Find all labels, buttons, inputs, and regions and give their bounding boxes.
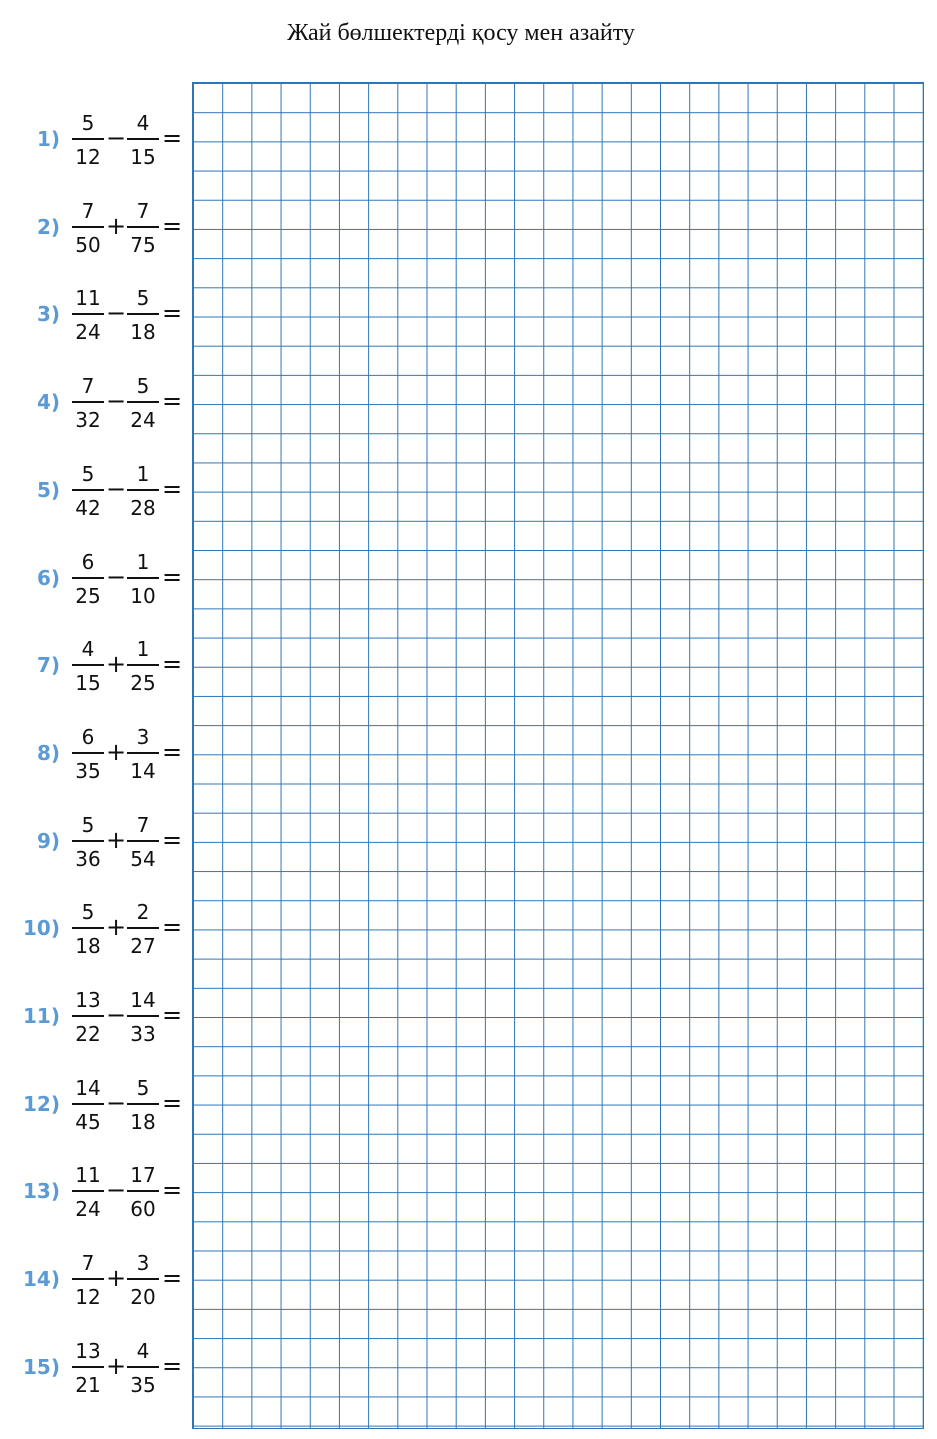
fraction-numerator: 6: [81, 724, 95, 749]
fraction-numerator: 4: [81, 637, 95, 662]
fraction-denominator: 27: [130, 934, 156, 959]
fraction-numerator: 17: [130, 1163, 156, 1188]
equals-sign: =: [162, 1176, 183, 1205]
fraction-bar: [127, 226, 159, 228]
fraction-denominator: 28: [130, 495, 156, 520]
equals-sign: =: [162, 825, 183, 854]
fraction-numerator: 5: [136, 1075, 150, 1100]
second-fraction: [127, 987, 159, 1047]
fraction-numerator: 5: [136, 374, 150, 399]
fraction-bar: [127, 840, 159, 842]
fraction-bar: [72, 1190, 104, 1192]
second-fraction: [127, 110, 159, 170]
problem-number: 4): [36, 390, 60, 415]
first-fraction: [72, 110, 104, 170]
fraction-numerator: 7: [136, 812, 150, 837]
second-fraction: [127, 198, 159, 258]
fraction-numerator: 11: [75, 1163, 101, 1188]
fraction-denominator: 32: [75, 408, 101, 433]
fraction-numerator: 7: [136, 198, 150, 223]
fraction-denominator: 22: [75, 1022, 101, 1046]
operator-sign: +: [106, 825, 127, 854]
first-fraction: [72, 461, 104, 521]
problem-number: 15): [23, 1354, 60, 1379]
fraction-denominator: 60: [130, 1197, 156, 1222]
operator-sign: −: [106, 1088, 127, 1117]
fraction-denominator: 10: [130, 583, 156, 608]
equals-sign: =: [162, 1001, 183, 1029]
problem-item: [0, 636, 190, 696]
fraction-bar: [127, 1366, 159, 1368]
fraction-denominator: 24: [130, 408, 156, 433]
operator-sign: −: [106, 1001, 127, 1029]
operator-sign: +: [106, 650, 127, 679]
operator-sign: −: [106, 387, 127, 416]
fraction-denominator: 15: [130, 145, 156, 169]
fraction-bar: [72, 401, 104, 403]
fraction-numerator: 1: [136, 461, 150, 486]
problem-item: [0, 987, 190, 1047]
equals-sign: =: [162, 299, 183, 328]
fraction-denominator: 35: [130, 1372, 156, 1397]
second-fraction: [127, 899, 159, 959]
fraction-denominator: 15: [75, 671, 101, 696]
fraction-denominator: 45: [75, 1109, 101, 1134]
equals-sign: =: [162, 211, 183, 240]
problem-number: 5): [36, 477, 60, 502]
second-fraction: [127, 373, 159, 433]
equals-sign: =: [162, 124, 183, 152]
second-fraction: [127, 812, 159, 872]
fraction-bar: [72, 840, 104, 842]
second-fraction: [127, 1162, 159, 1222]
fraction-bar: [72, 226, 104, 228]
second-fraction: [127, 1075, 159, 1135]
problem-item: [0, 110, 190, 170]
fraction-bar: [72, 1366, 104, 1368]
equals-sign: =: [162, 562, 183, 591]
fraction-denominator: 12: [75, 1285, 101, 1310]
fraction-denominator: 75: [130, 232, 156, 257]
fraction-denominator: 18: [75, 934, 101, 959]
fraction-denominator: 36: [75, 846, 101, 871]
first-fraction: [72, 812, 104, 872]
fraction-denominator: 54: [130, 846, 156, 871]
operator-sign: −: [106, 474, 127, 503]
fraction-bar: [72, 313, 104, 315]
problem-item: [0, 549, 190, 609]
problem-item: [0, 1162, 190, 1222]
problem-item: [0, 1338, 190, 1398]
second-fraction: [127, 461, 159, 521]
fraction-numerator: 5: [81, 461, 95, 486]
fraction-bar: [72, 138, 104, 140]
operator-sign: −: [106, 562, 127, 591]
fraction-bar: [127, 1015, 159, 1017]
fraction-numerator: 5: [81, 900, 95, 925]
problem-item: [0, 198, 190, 258]
fraction-bar: [127, 489, 159, 491]
fraction-bar: [127, 313, 159, 315]
fraction-bar: [127, 401, 159, 403]
fraction-numerator: 4: [136, 111, 150, 135]
problem-item: [0, 285, 190, 345]
equals-sign: =: [162, 1351, 183, 1380]
fraction-numerator: 3: [136, 724, 150, 749]
first-fraction: [72, 1250, 104, 1310]
fraction-denominator: 33: [130, 1022, 156, 1046]
equals-sign: =: [162, 737, 183, 766]
fraction-numerator: 5: [81, 111, 95, 135]
fraction-numerator: 4: [136, 1338, 150, 1363]
second-fraction: [127, 636, 159, 696]
fraction-numerator: 1: [136, 637, 150, 662]
problem-number: 8): [36, 740, 60, 765]
problem-item: [0, 1075, 190, 1135]
operator-sign: −: [106, 299, 127, 328]
fraction-bar: [72, 927, 104, 929]
first-fraction: [72, 198, 104, 258]
answer-grid[interactable]: [192, 82, 924, 1429]
first-fraction: [72, 1162, 104, 1222]
fraction-numerator: 14: [130, 988, 156, 1012]
second-fraction: [127, 724, 159, 784]
fraction-numerator: 6: [81, 549, 95, 574]
equals-sign: =: [162, 913, 183, 942]
equals-sign: =: [162, 1088, 183, 1117]
fraction-numerator: 5: [81, 812, 95, 837]
fraction-numerator: 14: [75, 1075, 101, 1100]
first-fraction: [72, 636, 104, 696]
fraction-denominator: 12: [75, 145, 101, 169]
fraction-denominator: 50: [75, 232, 101, 257]
fraction-denominator: 35: [75, 758, 101, 783]
fraction-numerator: 7: [81, 198, 95, 223]
fraction-numerator: 13: [75, 1338, 101, 1363]
first-fraction: [72, 1338, 104, 1398]
problem-number: 6): [36, 565, 60, 590]
fraction-denominator: 24: [75, 1197, 101, 1222]
first-fraction: [72, 899, 104, 959]
fraction-denominator: 18: [130, 1109, 156, 1134]
second-fraction: [127, 1338, 159, 1398]
equals-sign: =: [162, 650, 183, 679]
fraction-bar: [72, 752, 104, 754]
fraction-bar: [127, 138, 159, 140]
problem-number: 2): [36, 214, 60, 239]
problem-item: [0, 461, 190, 521]
fraction-bar: [127, 577, 159, 579]
fraction-bar: [72, 664, 104, 666]
problem-item: [0, 899, 190, 959]
first-fraction: [72, 549, 104, 609]
problem-number: 7): [36, 653, 60, 678]
problem-number: 10): [23, 916, 60, 941]
first-fraction: [72, 373, 104, 433]
fraction-bar: [127, 1278, 159, 1280]
fraction-denominator: 25: [130, 671, 156, 696]
problem-number: 13): [23, 1179, 60, 1204]
fraction-bar: [72, 577, 104, 579]
problem-item: [0, 373, 190, 433]
first-fraction: [72, 1075, 104, 1135]
problem-item: [0, 1250, 190, 1310]
fraction-bar: [127, 927, 159, 929]
fraction-numerator: 5: [136, 286, 150, 311]
second-fraction: [127, 1250, 159, 1310]
fraction-numerator: 13: [75, 988, 101, 1012]
equals-sign: =: [162, 387, 183, 416]
fraction-bar: [127, 752, 159, 754]
fraction-numerator: 3: [136, 1251, 150, 1276]
fraction-numerator: 1: [136, 549, 150, 574]
operator-sign: +: [106, 1351, 127, 1380]
problem-number: 14): [23, 1267, 60, 1292]
second-fraction: [127, 285, 159, 345]
operator-sign: −: [106, 124, 127, 152]
problem-item: [0, 724, 190, 784]
fraction-denominator: 42: [75, 495, 101, 520]
problem-number: 11): [23, 1004, 60, 1028]
fraction-denominator: 24: [75, 320, 101, 345]
operator-sign: +: [106, 737, 127, 766]
first-fraction: [72, 724, 104, 784]
operator-sign: +: [106, 913, 127, 942]
fraction-bar: [127, 664, 159, 666]
fraction-denominator: 18: [130, 320, 156, 345]
equals-sign: =: [162, 1264, 183, 1293]
fraction-bar: [72, 1278, 104, 1280]
problem-number: 12): [23, 1091, 60, 1116]
page-title: Жай бөлшектерді қосу мен азайту: [287, 20, 635, 46]
fraction-numerator: 7: [81, 1251, 95, 1276]
fraction-numerator: 2: [136, 900, 150, 925]
fraction-denominator: 20: [130, 1285, 156, 1310]
fraction-bar: [127, 1103, 159, 1105]
equals-sign: =: [162, 474, 183, 503]
problem-number: 1): [36, 127, 60, 151]
fraction-denominator: 25: [75, 583, 101, 608]
fraction-denominator: 14: [130, 758, 156, 783]
operator-sign: +: [106, 1264, 127, 1293]
problem-number: 9): [36, 828, 60, 853]
fraction-bar: [72, 1015, 104, 1017]
operator-sign: +: [106, 211, 127, 240]
operator-sign: −: [106, 1176, 127, 1205]
fraction-bar: [72, 1103, 104, 1105]
fraction-bar: [127, 1190, 159, 1192]
second-fraction: [127, 549, 159, 609]
first-fraction: [72, 987, 104, 1047]
problem-item: [0, 812, 190, 872]
fraction-denominator: 21: [75, 1372, 101, 1397]
first-fraction: [72, 285, 104, 345]
fraction-bar: [72, 489, 104, 491]
fraction-numerator: 11: [75, 286, 101, 311]
problem-number: 3): [36, 302, 60, 327]
fraction-numerator: 7: [81, 374, 95, 399]
